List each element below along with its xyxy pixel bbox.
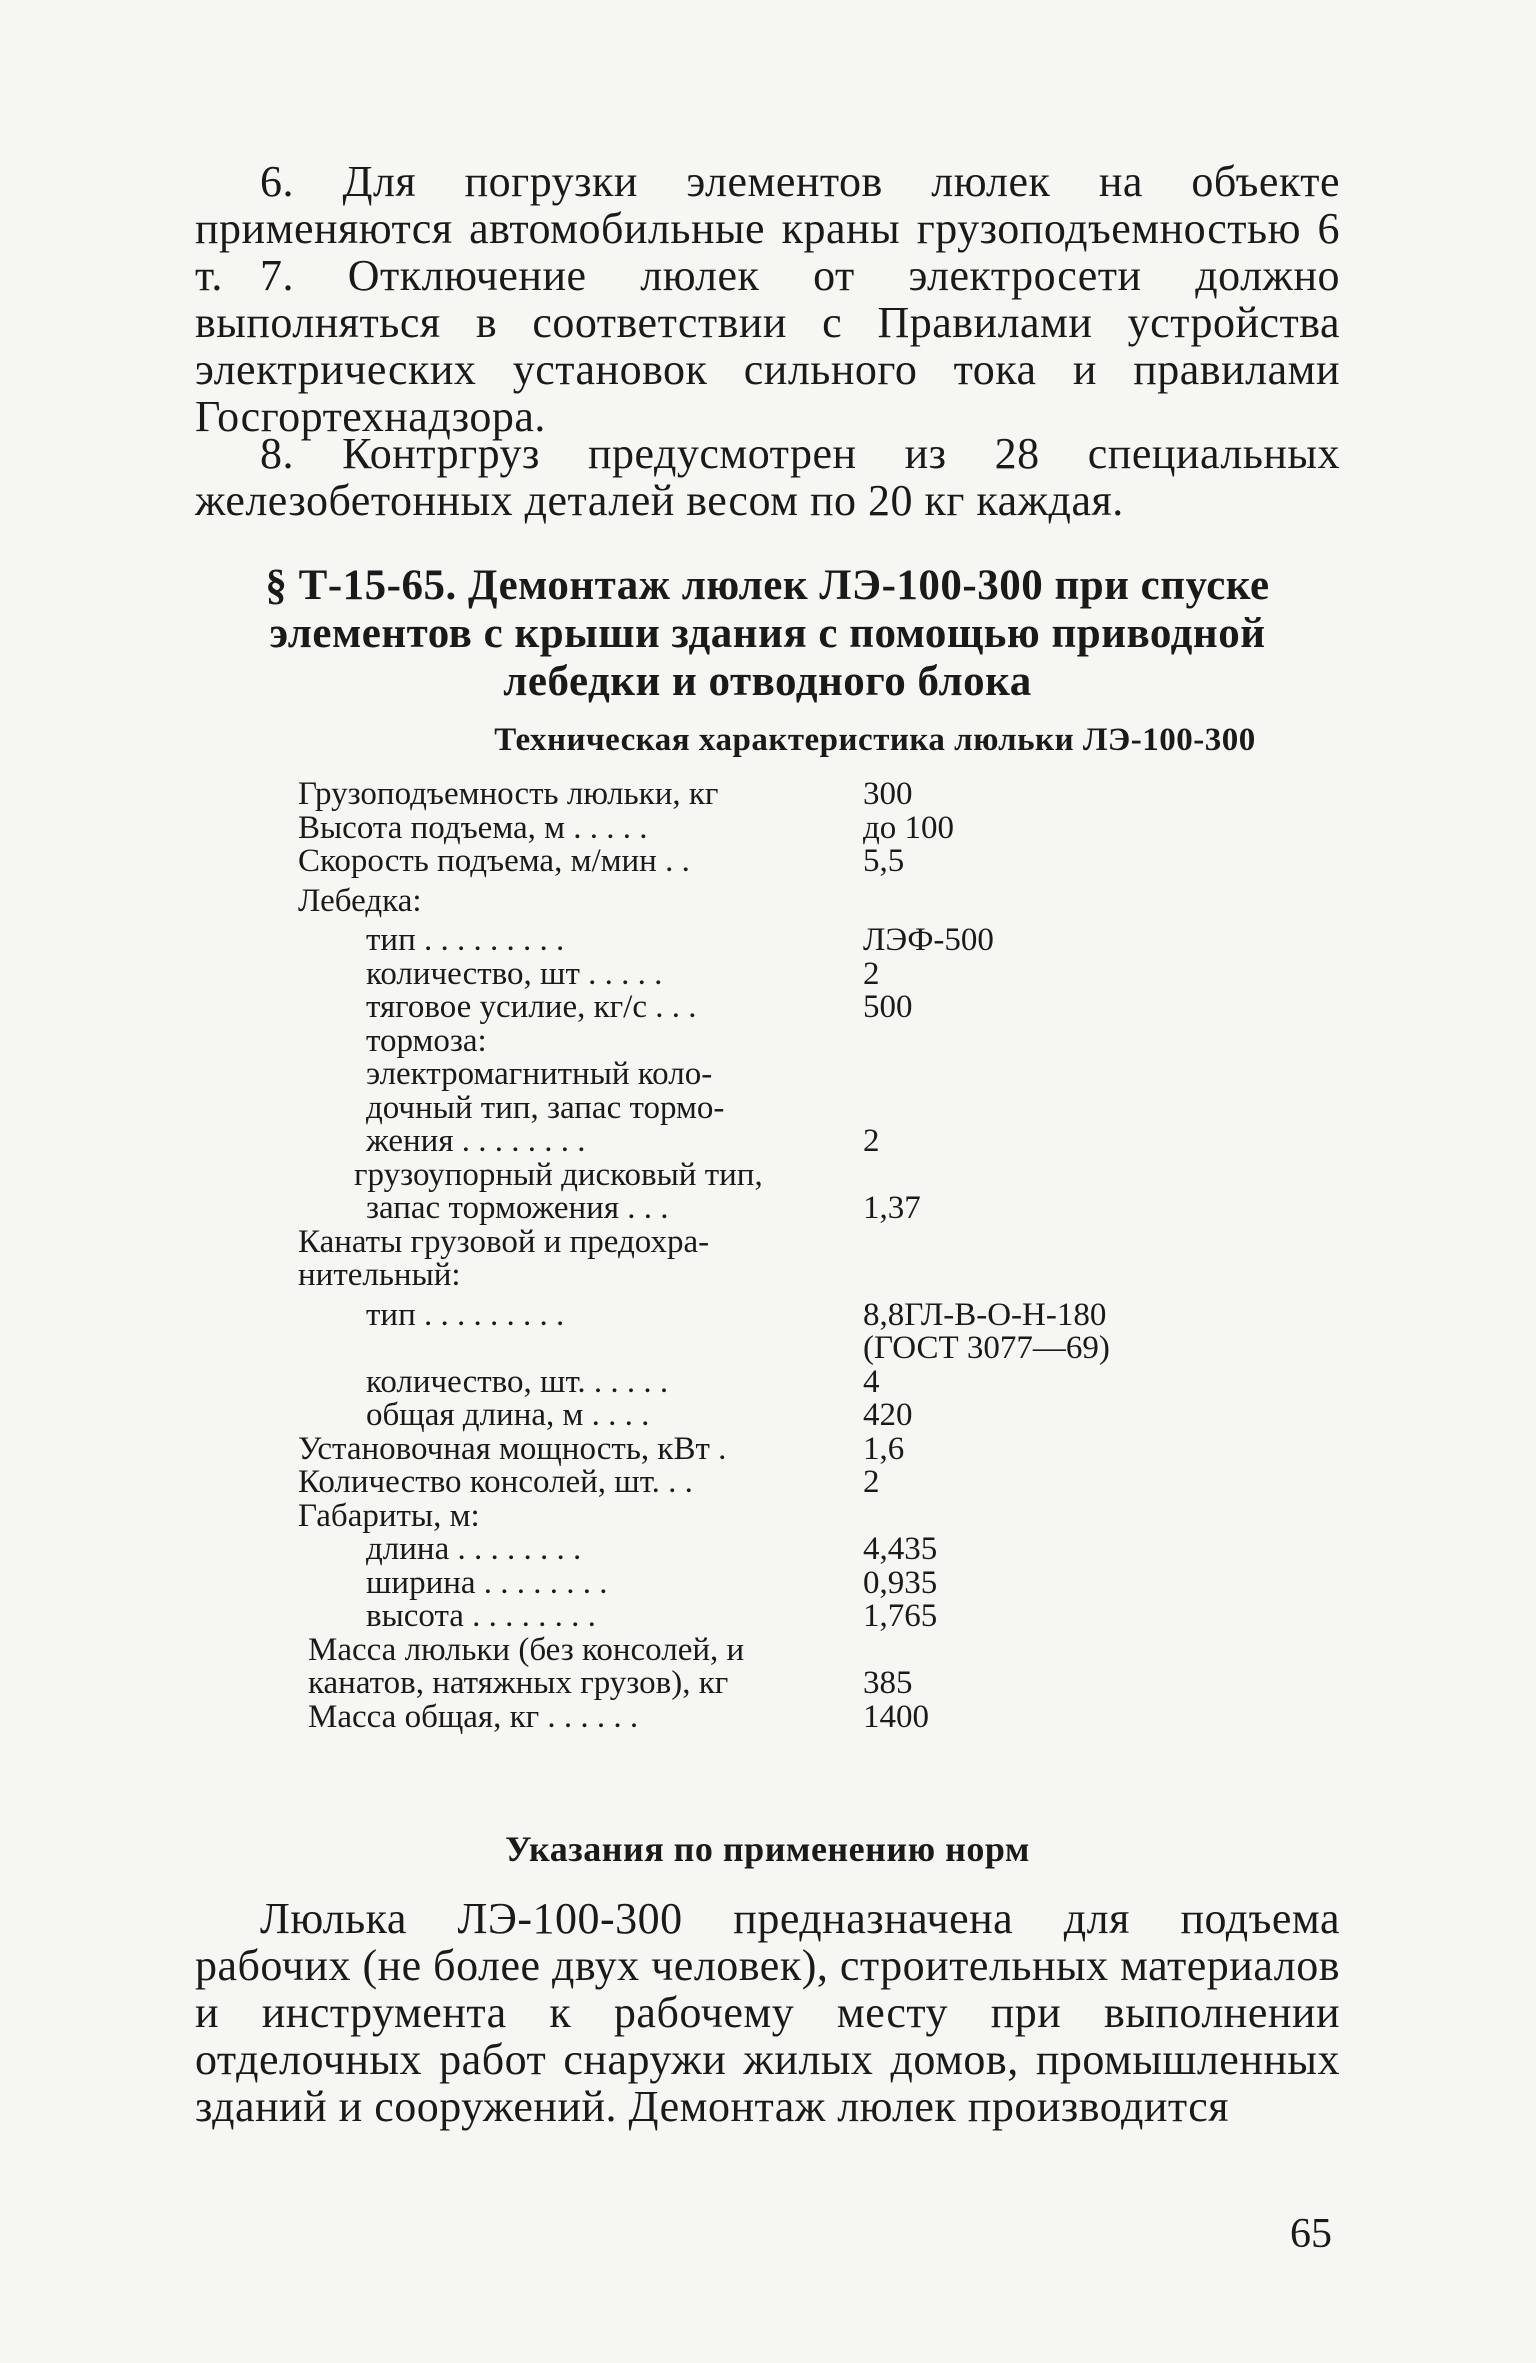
spec-value: 1,37 xyxy=(863,1190,921,1226)
spec-label: ширина . . . . . . . . xyxy=(366,1566,608,1600)
spec-label: дочный тип, запас тормо- xyxy=(366,1091,725,1125)
spec-value: ЛЭФ-500 xyxy=(863,922,994,958)
spec-table-title: Техническая характеристика люльки ЛЭ-100-300 xyxy=(494,722,1256,758)
spec-row xyxy=(298,1259,1038,1293)
spec-row xyxy=(298,1025,1038,1059)
spec-table xyxy=(298,776,1110,1735)
spec-value: 0,935 xyxy=(863,1564,938,1601)
spec-label: длина . . . . . . . . xyxy=(366,1533,582,1567)
spec-label: электромагнитный коло- xyxy=(366,1058,713,1092)
spec-label: Лебедка: xyxy=(298,884,422,918)
section-paragraph: Люлька ЛЭ-100-300 предназначена для подъема рабочих (не более двух человек), строительных материалов и инструмента к рабочему месту при выполнении отделочных работ снаружи жилых домов, промышленных зданий и сооружений. Демонтаж люлек производится xyxy=(195,1894,1340,2131)
spec-row xyxy=(298,1125,1038,1159)
spec-label: Габариты, м: xyxy=(298,1499,480,1533)
spec-value: 2 xyxy=(863,955,880,992)
paragraph-8: 8. Контргруз предусмотрен из 28 специальных железобетонных деталей весом по 20 кг каждая. xyxy=(195,429,1340,525)
spec-value: до 100 xyxy=(863,809,955,846)
spec-label: тип . . . . . . . . . xyxy=(366,924,565,958)
spec-label: Установочная мощность, кВт . xyxy=(298,1432,727,1466)
spec-label: Масса общая, кг . . . . . . xyxy=(308,1700,639,1734)
spec-label: грузоупорный дисковый тип, xyxy=(354,1158,763,1192)
spec-row xyxy=(298,1296,1107,1333)
spec-row xyxy=(298,1600,1038,1634)
spec-row xyxy=(298,991,1038,1025)
spec-row xyxy=(298,1698,1038,1735)
spec-row xyxy=(298,778,1038,812)
spec-label: жения . . . . . . . . xyxy=(366,1125,586,1159)
spec-label: Высота подъема, м . . . . . xyxy=(298,811,648,845)
spec-value: 420 xyxy=(863,1397,913,1433)
spec-label: канатов, натяжных грузов), кг xyxy=(308,1667,729,1701)
section-heading: § Т-15-65. Демонтаж люлек ЛЭ-100-300 при спуске элементов с крыши здания с помощью приводной лебедки и отводного блока xyxy=(265,562,1270,705)
spec-label: Масса люльки (без консолей, и xyxy=(308,1633,745,1667)
spec-row xyxy=(298,1192,1038,1226)
spec-label: высота . . . . . . . . xyxy=(366,1600,596,1634)
spec-label: тип . . . . . . . . . xyxy=(366,1298,565,1332)
page-number: 65 xyxy=(1290,2211,1332,2257)
spec-row xyxy=(298,885,1038,919)
section-title: Указания по применению норм xyxy=(505,1829,1030,1869)
spec-row xyxy=(298,1667,1038,1701)
spec-row xyxy=(298,1430,1038,1467)
spec-row xyxy=(298,845,1038,879)
spec-value: 300 xyxy=(863,776,913,812)
spec-row xyxy=(298,1399,1038,1433)
spec-label: тяговое усилие, кг/с . . . xyxy=(366,991,697,1025)
spec-label: Канаты грузовой и предохра- xyxy=(298,1225,710,1259)
spec-row xyxy=(298,924,1038,958)
spec-value: 385 xyxy=(863,1665,913,1701)
spec-row xyxy=(298,1330,1110,1366)
spec-row xyxy=(298,809,1038,846)
spec-label: Скорость подъема, м/мин . . xyxy=(298,845,690,879)
spec-value: 5,5 xyxy=(863,843,905,879)
spec-label: количество, шт. . . . . . xyxy=(366,1365,669,1399)
spec-value: 1,765 xyxy=(863,1598,938,1634)
spec-label: Количество консолей, шт. . . xyxy=(298,1466,693,1500)
spec-row xyxy=(298,1634,1038,1668)
spec-row xyxy=(298,1092,1038,1126)
spec-row xyxy=(298,1500,1038,1534)
spec-row xyxy=(298,1564,1038,1601)
spec-value: (ГОСТ 3077—69) xyxy=(863,1330,1110,1366)
spec-row xyxy=(298,1058,1038,1092)
spec-label: Грузоподъемность люльки, кг xyxy=(298,778,719,812)
spec-label: нительный: xyxy=(298,1259,461,1293)
spec-row xyxy=(298,1159,1038,1193)
spec-value: 8,8ГЛ-В-О-Н-180 xyxy=(863,1296,1107,1333)
spec-row xyxy=(298,1533,1038,1567)
spec-row xyxy=(298,1226,1038,1260)
spec-row xyxy=(298,1363,1038,1400)
spec-row xyxy=(298,955,1038,992)
spec-value: 500 xyxy=(863,989,913,1025)
spec-value: 4 xyxy=(863,1363,880,1400)
spec-label: количество, шт . . . . . xyxy=(366,957,663,991)
spec-label: тормоза: xyxy=(366,1024,487,1058)
spec-label: общая длина, м . . . . xyxy=(366,1399,650,1433)
spec-value: 1,6 xyxy=(863,1430,905,1467)
spec-value: 1400 xyxy=(863,1698,929,1735)
paragraph-7: 7. Отключение люлек от электросети должно выполняться в соответствии с Правилами устройства электрических установок сильного тока и правилами Госгортехнадзора. xyxy=(195,251,1340,441)
paragraph-6: 6. Для погрузки элементов люлек на объекте применяются автомобильные краны грузоподъемностью 6 т. xyxy=(195,157,1340,300)
spec-row xyxy=(298,1466,1038,1500)
spec-value: 2 xyxy=(863,1123,880,1159)
spec-value: 2 xyxy=(863,1464,880,1500)
spec-label: запас торможения . . . xyxy=(366,1192,669,1226)
spec-value: 4,435 xyxy=(863,1531,938,1567)
